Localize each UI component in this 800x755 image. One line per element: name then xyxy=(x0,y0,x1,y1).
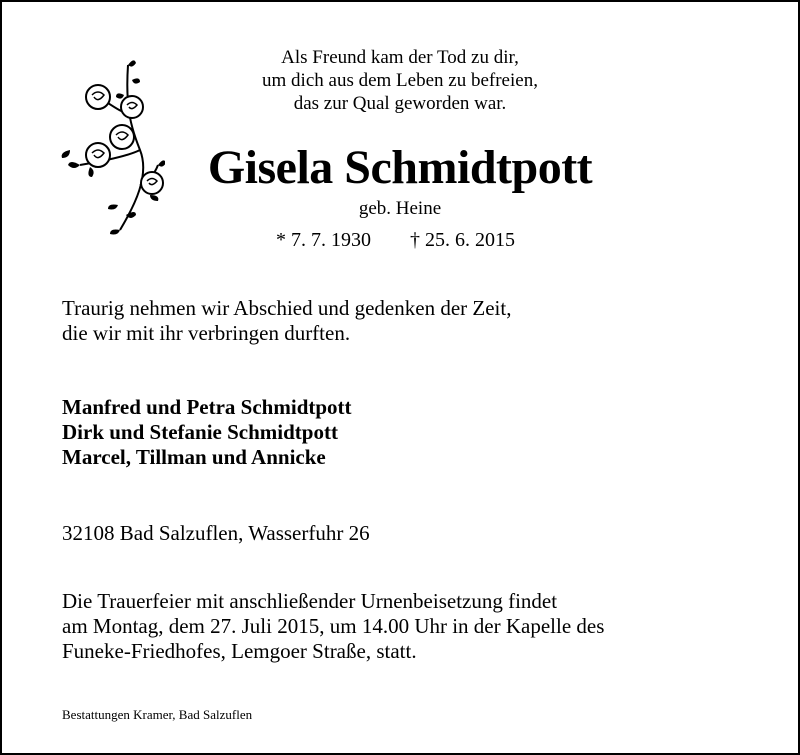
maiden-name: geb. Heine xyxy=(358,198,442,219)
family-line: Marcel, Tillman und Annicke xyxy=(62,445,326,469)
poem xyxy=(170,46,630,115)
family-line: Manfred und Petra Schmidtpott xyxy=(62,395,352,419)
service-info xyxy=(62,589,604,664)
intro-line: Traurig nehmen wir Abschied und gedenken der Zeit, xyxy=(62,296,512,320)
intro-text xyxy=(62,296,511,346)
service-line: Funeke-Friedhofes, Lemgoer Straße, statt. xyxy=(62,639,417,663)
deceased-name: Gisela Schmidtpott xyxy=(207,141,593,194)
family-list xyxy=(62,395,352,470)
poem-line: Als Freund kam der Tod zu dir, xyxy=(281,47,519,68)
address: 32108 Bad Salzuflen, Wasserfuhr 26 xyxy=(62,521,370,545)
death-date: † 25. 6. 2015 xyxy=(410,229,515,251)
poem-line: um dich aus dem Leben zu befreien, xyxy=(262,70,538,91)
service-line: Die Trauerfeier mit anschließender Urnenbeisetzung findet xyxy=(62,589,558,613)
service-line: am Montag, dem 27. Juli 2015, um 14.00 Uhr in der Kapelle des xyxy=(62,614,605,638)
intro-line: die wir mit ihr verbringen durften. xyxy=(62,321,351,345)
undertaker: Bestattungen Kramer, Bad Salzuflen xyxy=(62,707,253,722)
family-line: Dirk und Stefanie Schmidtpott xyxy=(62,420,338,444)
poem-line: das zur Qual geworden war. xyxy=(293,93,507,114)
birth-date: * 7. 7. 1930 xyxy=(276,229,371,251)
